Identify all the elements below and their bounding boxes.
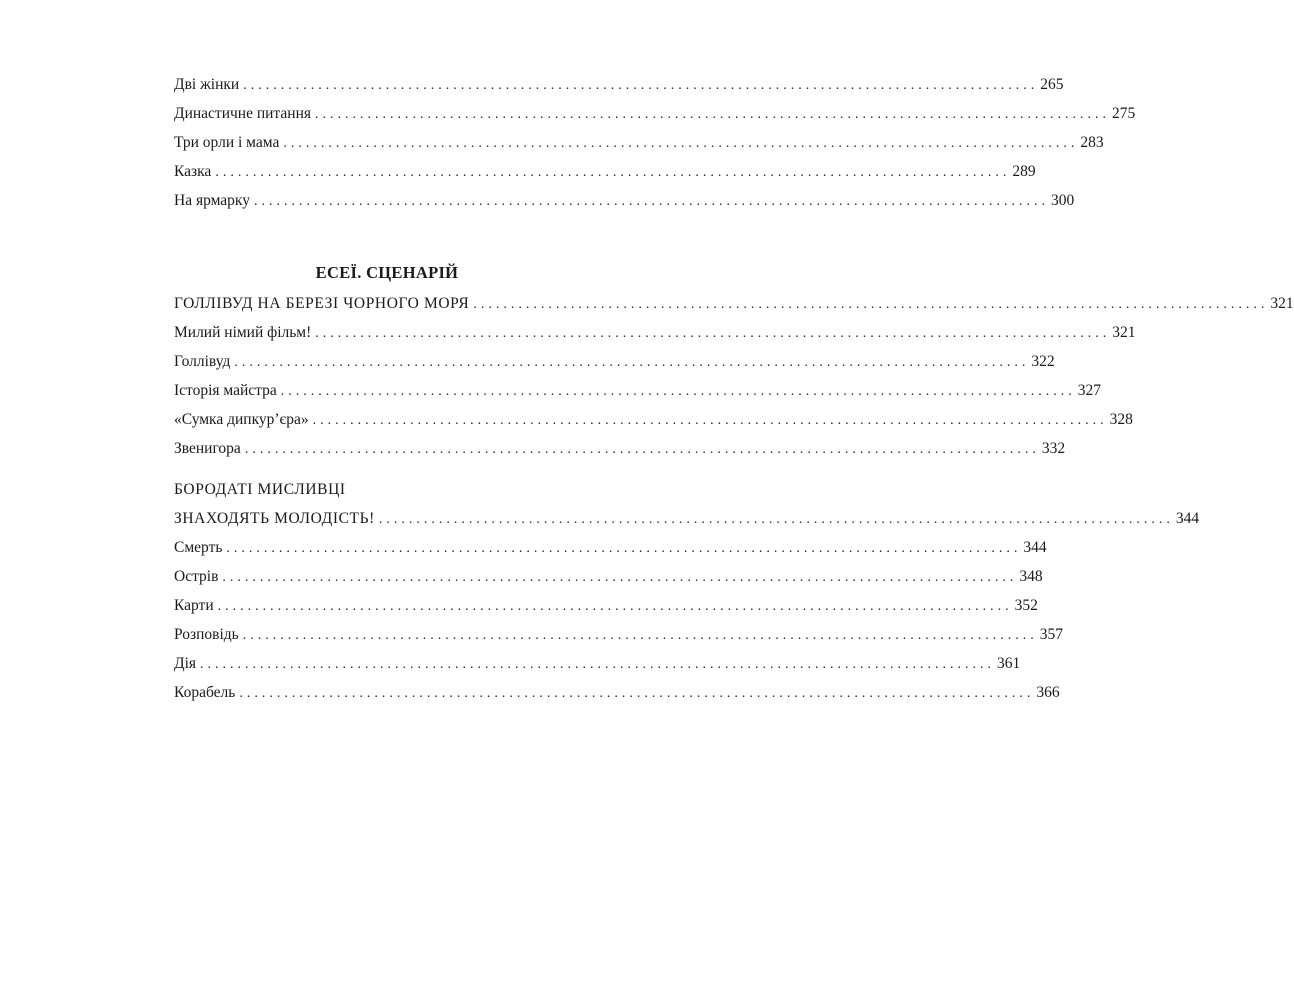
toc-entry-title: Звенигора xyxy=(174,440,241,457)
leader-dots: .......................................................................................................... xyxy=(234,355,1030,370)
toc-entry xyxy=(174,649,1021,678)
toc-group-bearded-hunters xyxy=(174,475,1200,707)
toc-group-title-line1: БОРОДАТІ МИСЛИВЦІ xyxy=(174,481,346,498)
toc-entry xyxy=(174,186,1075,215)
leader-dots: .......................................................................................................... xyxy=(315,107,1110,122)
section-heading: ЕСЕЇ. СЦЕНАРІЙ xyxy=(315,263,459,282)
toc-entry xyxy=(174,620,1063,649)
leader-dots: .......................................................................................................... xyxy=(254,194,1049,209)
toc-entry-page: 366 xyxy=(1036,684,1060,701)
toc-top-list xyxy=(174,70,1136,215)
toc-entry-title: Три орли і мама xyxy=(174,134,280,151)
leader-dots: .......................................................................................................... xyxy=(315,326,1111,341)
toc-entry xyxy=(174,591,1038,620)
toc-entry-page: 265 xyxy=(1040,76,1064,93)
toc-entry xyxy=(174,70,1064,99)
toc-entry-page: 344 xyxy=(1023,539,1047,556)
toc-entry-title: Династичне питання xyxy=(174,105,311,122)
toc-entry-title: Розповідь xyxy=(174,626,239,643)
toc-entry-title: Милий німий фільм! xyxy=(174,324,312,341)
toc-entry-title: Дія xyxy=(174,655,197,672)
toc-entry-page: 348 xyxy=(1019,568,1043,585)
leader-dots: .......................................................................................................... xyxy=(473,297,1269,312)
table-of-contents xyxy=(174,70,1294,707)
toc-entry-title: Карти xyxy=(174,597,214,614)
toc-entry xyxy=(174,405,1133,434)
leader-dots: .......................................................................................................... xyxy=(200,657,996,672)
leader-dots: .......................................................................................................... xyxy=(244,442,1040,457)
toc-entry-page: 283 xyxy=(1080,134,1104,151)
toc-entry xyxy=(174,434,1066,463)
toc-entry xyxy=(174,128,1104,157)
toc-entry xyxy=(174,533,1047,562)
leader-dots: .......................................................................................................... xyxy=(239,686,1035,701)
toc-entry-page: 357 xyxy=(1039,626,1063,643)
toc-entry-title: Острів xyxy=(174,568,219,585)
toc-group-title-entry xyxy=(174,504,1200,533)
leader-dots: .......................................................................................................... xyxy=(217,599,1013,614)
toc-entry-title: Історія майстра xyxy=(174,382,277,399)
leader-dots: .......................................................................................................... xyxy=(215,165,1011,180)
toc-entry xyxy=(174,318,1136,347)
toc-entry-page: 322 xyxy=(1031,353,1055,370)
toc-entry-title: На ярмарку xyxy=(174,192,250,209)
toc-entry xyxy=(174,678,1060,707)
toc-entry-page: 321 xyxy=(1112,324,1136,341)
toc-entry-title: Казка xyxy=(174,163,212,180)
toc-entry xyxy=(174,562,1043,591)
leader-dots: .......................................................................................................... xyxy=(243,78,1039,93)
toc-entry-page: 352 xyxy=(1014,597,1038,614)
group-spacer xyxy=(174,463,600,475)
toc-entry xyxy=(174,347,1055,376)
toc-entry-page: 327 xyxy=(1077,382,1102,399)
toc-entry-title: Корабель xyxy=(174,684,236,701)
leader-dots: .......................................................................................................... xyxy=(242,628,1038,643)
toc-group-hollywood xyxy=(174,289,1294,463)
toc-entry-title: Смерть xyxy=(174,539,223,556)
toc-entry xyxy=(174,99,1136,128)
toc-entry-page: 332 xyxy=(1041,440,1066,457)
toc-entry xyxy=(174,376,1102,405)
leader-dots: .......................................................................................................... xyxy=(378,512,1174,527)
leader-dots: .......................................................................................................... xyxy=(226,541,1022,556)
toc-entry-page: 300 xyxy=(1051,192,1075,209)
toc-group-title-line2: ЗНАХОДЯТЬ МОЛОДІСТЬ! xyxy=(174,510,375,527)
leader-dots: .......................................................................................................... xyxy=(312,413,1108,428)
leader-dots: .......................................................................................................... xyxy=(222,570,1018,585)
toc-entry-title: Голлівуд xyxy=(174,353,231,370)
toc-entry-page: 321 xyxy=(1270,295,1294,312)
toc-entry-title: Дві жінки xyxy=(174,76,240,93)
toc-entry-title: «Сумка дипкур’єра» xyxy=(174,411,309,428)
toc-group-title: ГОЛЛІВУД НА БЕРЕЗІ ЧОРНОГО МОРЯ xyxy=(174,295,470,312)
leader-dots: .......................................................................................................... xyxy=(280,384,1076,399)
toc-entry-page: 328 xyxy=(1109,411,1133,428)
toc-group-title-entry xyxy=(174,289,1294,318)
toc-entry-page: 361 xyxy=(997,655,1021,672)
toc-entry-page: 289 xyxy=(1012,163,1036,180)
toc-entry xyxy=(174,157,1036,186)
leader-dots: .......................................................................................................... xyxy=(283,136,1079,151)
toc-entry-page: 275 xyxy=(1112,105,1136,122)
toc-entry-page: 344 xyxy=(1175,510,1200,527)
